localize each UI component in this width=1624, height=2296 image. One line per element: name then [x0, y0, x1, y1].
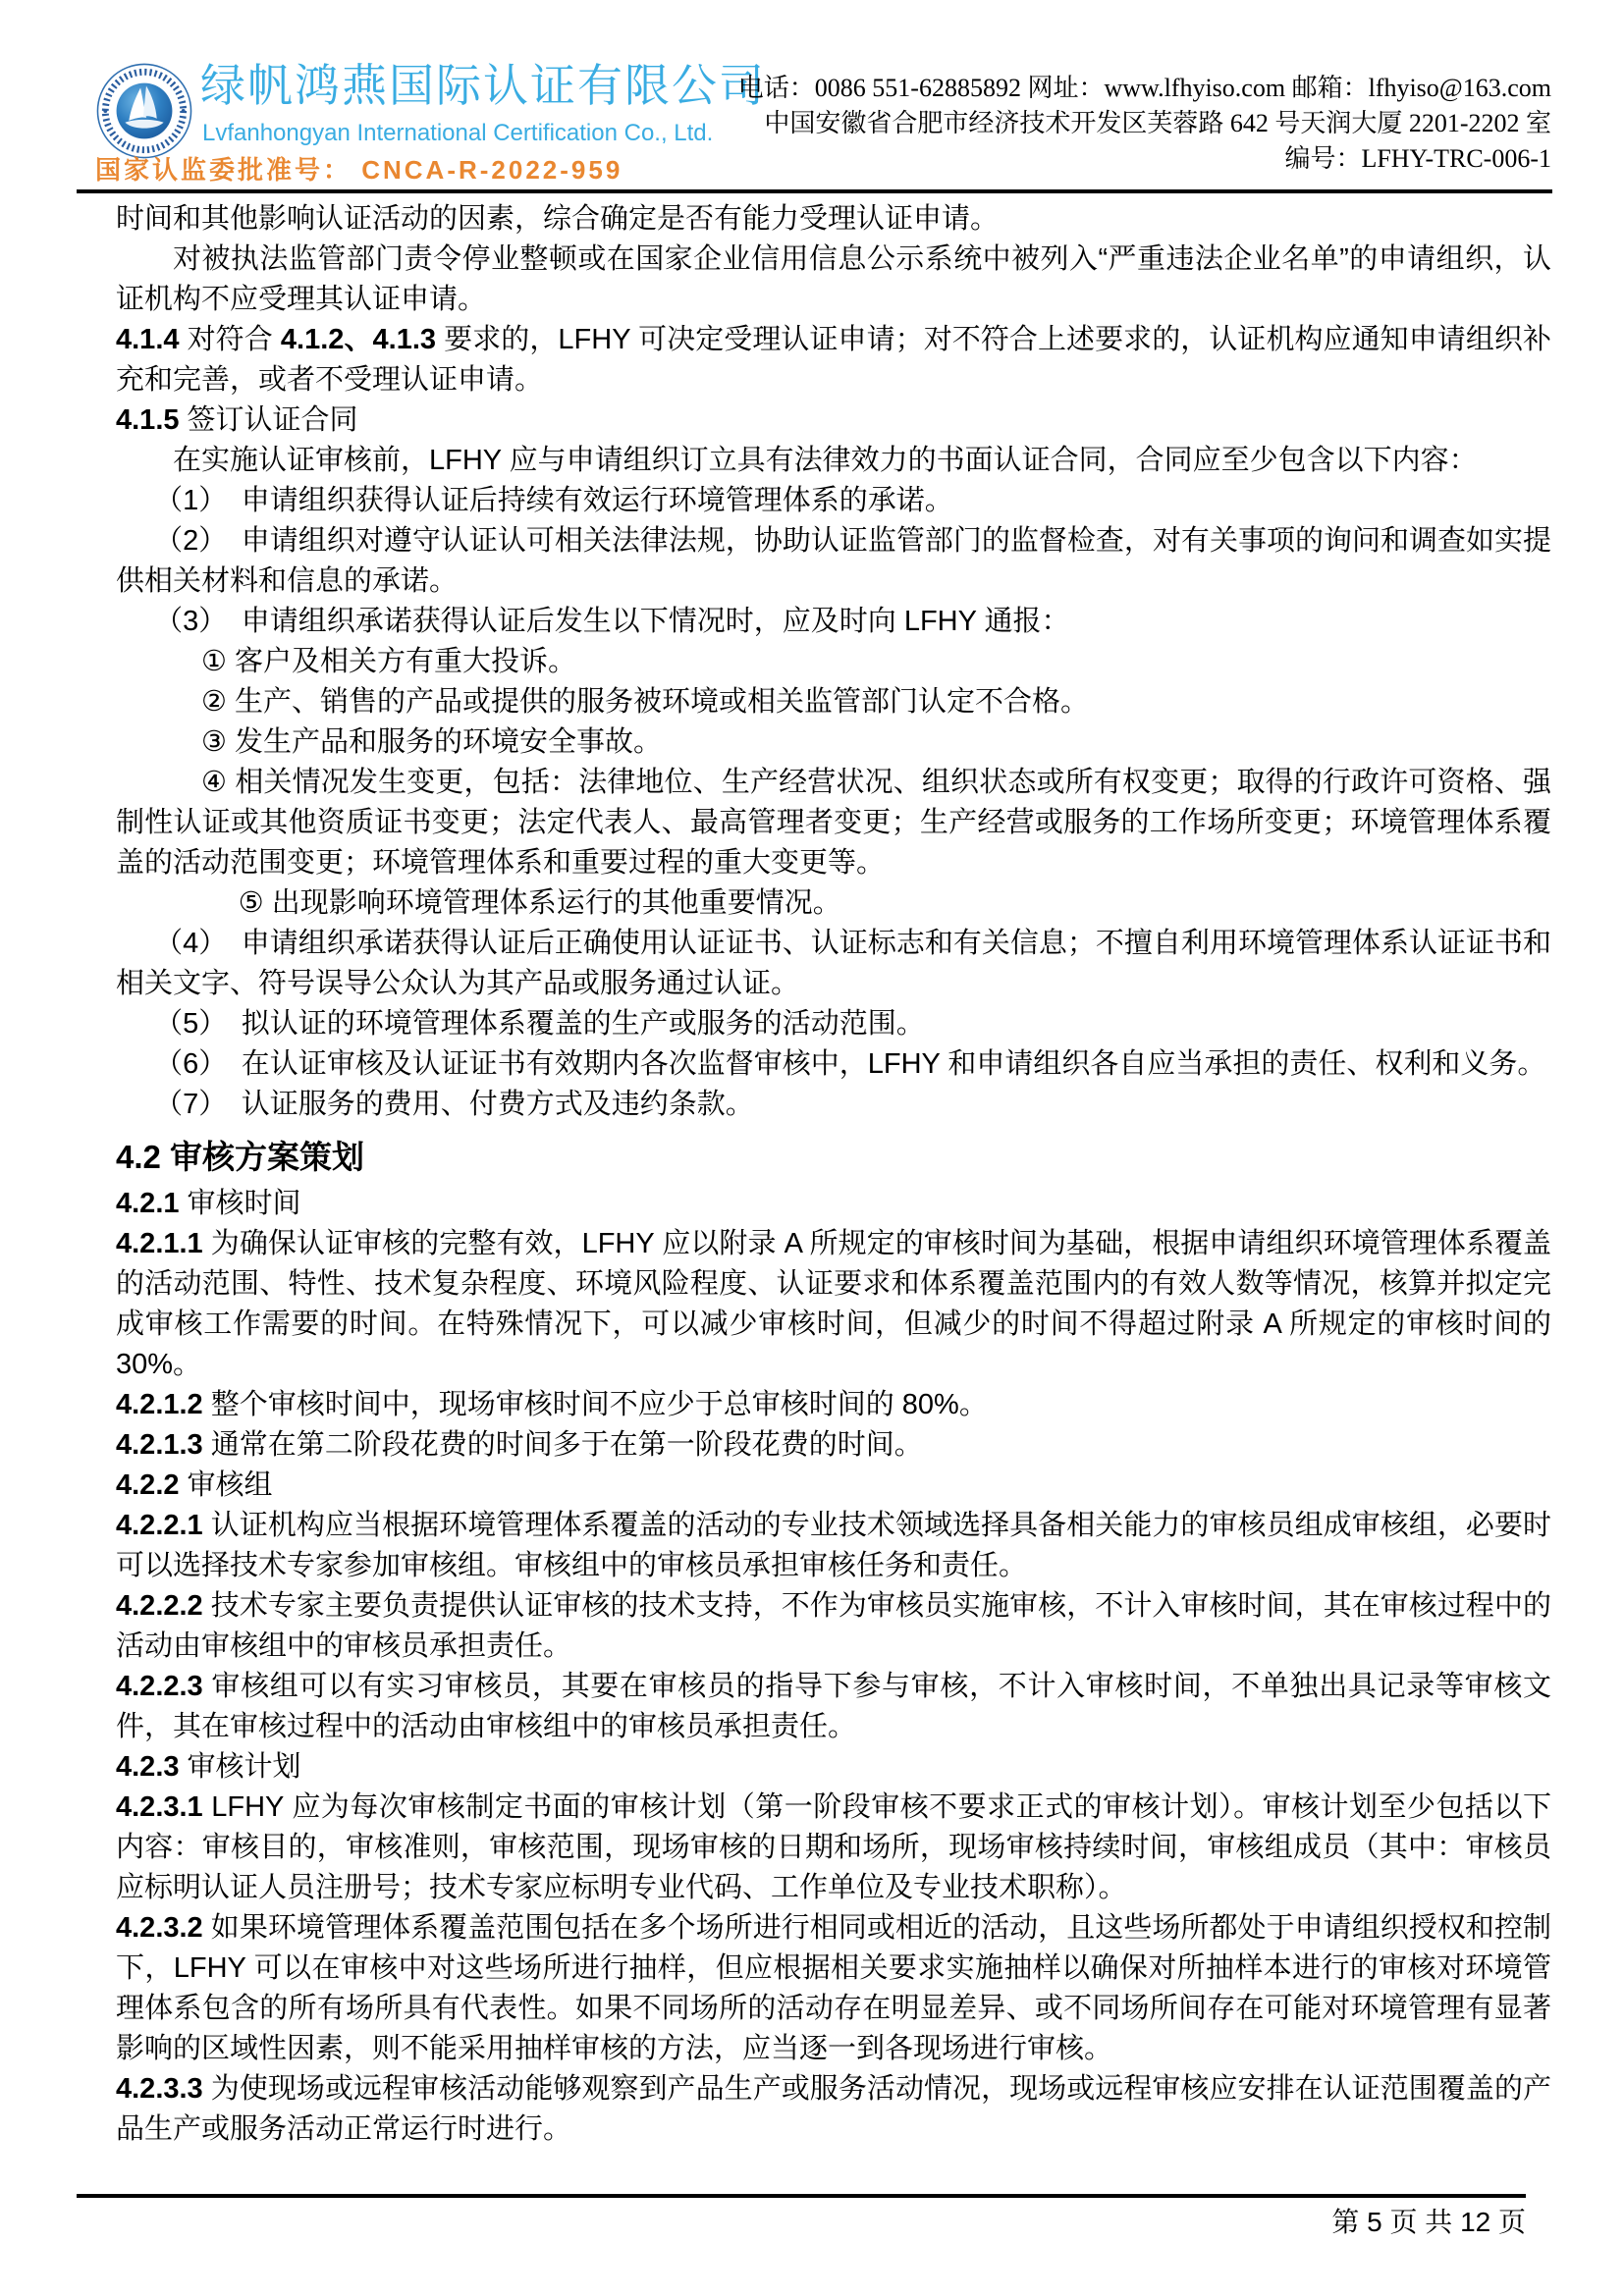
paragraph: ③ 发生产品和服务的环境安全事故。 [201, 726, 663, 758]
paragraph: ① 客户及相关方有重大投诉。 [201, 646, 577, 677]
paragraph: ④ 相关情况发生变更，包括：法律地位、生产经营状况、组织状态或所有权变更；取得的行政许可资格、强制性认证或其他资质证书变更；法定代表人、最高管理者变更；生产经营或服务的工作场所变更；环境管理体系覆盖的活动范围变更；环境管理体系和重要过程的重大变更等。 [116, 767, 1551, 879]
paragraph: 4.2.1.1 为确保认证审核的完整有效，LFHY 应以附录 A 所规定的审核时间为基础，根据申请组织环境管理体系覆盖的活动范围、特性、技术复杂程度、环境风险程度、认证要求和体系覆盖范围内的有效人数等情况，核算并拟定完成审核工作需要的时间。在特殊情况下，可以减少审核时间，但减少的时间不得超过附录 A 所规定的审核时间的 30%。 [116, 1228, 1551, 1380]
paragraph: 4.2.2.1 认证机构应当根据环境管理体系覆盖的活动的专业技术领域选择具备相关能力的审核员组成审核组，必要时可以选择技术专家参加审核组。审核组中的审核员承担审核任务和责任。 [116, 1510, 1551, 1581]
paragraph: 4.2.1.3 通常在第二阶段花费的时间多于在第一阶段花费的时间。 [116, 1429, 923, 1461]
company-name-en: Lvfanhongyan International Certification Co., Ltd. [202, 120, 714, 146]
sail-emblem-icon [96, 63, 192, 159]
paragraph: 在实施认证审核前，LFHY 应与申请组织订立具有法律效力的书面认证合同，合同应至少包含以下内容： [173, 445, 1478, 476]
section-heading: 4.2 审核方案策划 [116, 1139, 365, 1175]
company-logo [96, 63, 192, 159]
paragraph: （2） 申请组织对遵守认证认可相关法律法规，协助认证监管部门的监督检查，对有关事项的询问和调查如实提供相关材料和信息的承诺。 [116, 525, 1551, 597]
paragraph: 4.2.3.2 如果环境管理体系覆盖范围包括在多个场所进行相同或相近的活动，且这些场所都处于申请组织授权和控制下，LFHY 可以在审核中对这些场所进行抽样，但应根据相关要求实施抽样以确保对所抽样本进行的审核对环境管理体系包含的所有场所具有代表性。如果不同场所的活动存在明显差异、或不同场所间存在可能对环境管理有显著影响的区域性因素，则不能采用抽样审核的方法，应当逐一到各现场进行审核。 [116, 1912, 1551, 2064]
paragraph: （5） 拟认证的环境管理体系覆盖的生产或服务的活动范围。 [154, 1008, 925, 1040]
paragraph: （1） 申请组织获得认证后持续有效运行环境管理体系的承诺。 [154, 485, 953, 516]
company-name-cn: 绿帆鸿燕国际认证有限公司 [200, 60, 766, 111]
page-number: 第 5 页 共 12 页 [1331, 2207, 1526, 2237]
paragraph: 4.2.3 审核计划 [116, 1751, 301, 1783]
contact-block [738, 71, 1551, 177]
letterhead [0, 0, 1624, 194]
paragraph: （4） 申请组织承诺获得认证后正确使用认证证书、认证标志和有关信息；不擅自利用环境管理体系认证证书和相关文字、符号误导公众认为其产品或服务通过认证。 [116, 928, 1551, 999]
paragraph: （6） 在认证审核及认证证书有效期内各次监督审核中，LFHY 和申请组织各自应当承担的责任、权利和义务。 [154, 1048, 1546, 1080]
paragraph: ② 生产、销售的产品或提供的服务被环境或相关监管部门认定不合格。 [201, 686, 1090, 718]
paragraph: ⑤ 出现影响环境管理体系运行的其他重要情况。 [238, 887, 841, 919]
paragraph: （3） 申请组织承诺获得认证后发生以下情况时，应及时向 LFHY 通报： [154, 606, 1070, 637]
approval-number: 国家认监委批准号： CNCA-R-2022-959 [95, 155, 623, 185]
paragraph: 4.2.3.3 为使现场或远程审核活动能够观察到产品生产或服务活动情况，现场或远程审核应安排在认证范围覆盖的产品生产或服务活动正常运行时进行。 [116, 2073, 1551, 2145]
paragraph: 4.1.4 对符合 4.1.2、4.1.3 要求的，LFHY 可决定受理认证申请；对不符合上述要求的，认证机构应通知申请组织补充和完善，或者不受理认证申请。 [116, 324, 1551, 396]
paragraph: 4.2.1 审核时间 [116, 1188, 301, 1219]
paragraph: 4.2.3.1 LFHY 应为每次审核制定书面的审核计划（第一阶段审核不要求正式的审核计划）。审核计划至少包括以下内容：审核目的，审核准则，审核范围，现场审核的日期和场所，现场审核持续时间，审核组成员（其中：审核员应标明认证人员注册号；技术专家应标明专业代码、工作单位及专业技术职称）。 [116, 1791, 1551, 1903]
paragraph: 对被执法监管部门责令停业整顿或在国家企业信用信息公示系统中被列入“严重违法企业名单”的申请组织，认证机构不应受理其认证申请。 [116, 243, 1551, 315]
paragraph: 4.2.1.2 整个审核时间中，现场审核时间不应少于总审核时间的 80%。 [116, 1389, 988, 1420]
paragraph: （7） 认证服务的费用、付费方式及违约条款。 [154, 1089, 754, 1120]
header-rule [77, 189, 1552, 193]
paragraph: 4.2.2.2 技术专家主要负责提供认证审核的技术支持，不作为审核员实施审核，不计入审核时间，其在审核过程中的活动由审核组中的审核员承担责任。 [116, 1590, 1551, 1662]
paragraph: 4.1.5 签订认证合同 [116, 404, 358, 436]
address-line: 中国安徽省合肥市经济技术开发区芙蓉路 642 号天润大厦 2201-2202 室 [764, 109, 1551, 137]
document-body [116, 199, 1551, 2190]
paragraph: 4.2.2 审核组 [116, 1469, 273, 1501]
footer-rule [77, 2194, 1526, 2198]
phone-line: 电话：0086 551-62885892 网址：www.lfhyiso.com 邮箱：lfhyiso@163.com [737, 74, 1551, 102]
paragraph: 4.2.2.3 审核组可以有实习审核员，其要在审核员的指导下参与审核，不计入审核时间，不单独出具记录等审核文件，其在审核过程中的活动由审核组中的审核员承担责任。 [116, 1671, 1551, 1742]
doc-number: 编号：LFHY-TRC-006-1 [1284, 144, 1551, 173]
paragraph: 时间和其他影响认证活动的因素，综合确定是否有能力受理认证申请。 [116, 203, 1000, 235]
